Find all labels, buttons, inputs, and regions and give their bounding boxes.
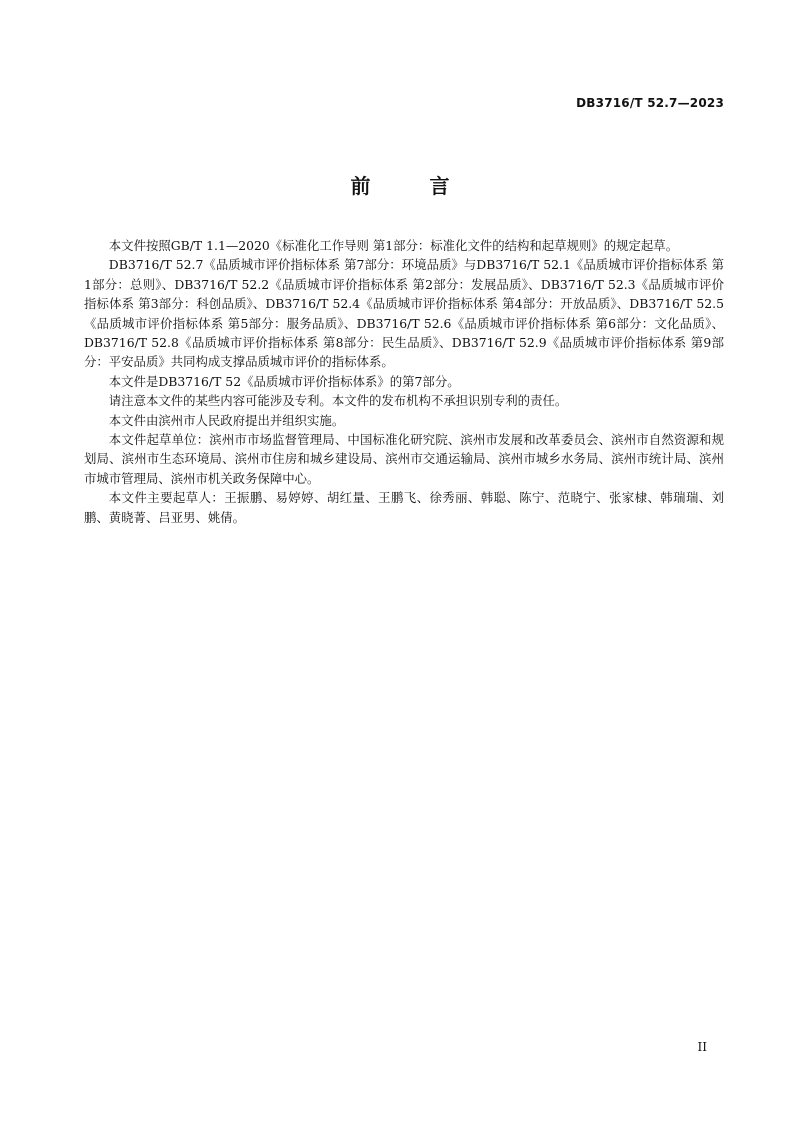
foreword-body <box>84 236 724 527</box>
document-code: DB3716/T 52.7—2023 <box>576 96 724 110</box>
page-number: II <box>697 1040 707 1054</box>
paragraph-drafting-units: 本文件起草单位：滨州市市场监督管理局、中国标准化研究院、滨州市发展和改革委员会、滨州市自然资源和规划局、滨州市生态环境局、滨州市住房和城乡建设局、滨州市交通运输局、滨州市城乡水务局、滨州市统计局、滨州市城市管理局、滨州市机关政务保障中心。 <box>84 432 724 486</box>
paragraph-proposer: 本文件由滨州市人民政府提出并组织实施。 <box>108 412 345 428</box>
paragraph-patent-notice: 请注意本文件的某些内容可能涉及专利。本文件的发布机构不承担识别专利的责任。 <box>108 393 568 409</box>
paragraph-drafters: 本文件主要起草人：王振鹏、易婷婷、胡红量、王鹏飞、徐秀丽、韩聪、陈宁、范晓宁、张家棣、韩瑞瑞、刘鹏、黄晓菁、吕亚男、姚倩。 <box>84 490 724 525</box>
paragraph-part-number: 本文件是DB3716/T 52《品质城市评价指标体系》的第7部分。 <box>108 373 460 389</box>
paragraph-series-relation: DB3716/T 52.7《品质城市评价指标体系 第7部分：环境品质》与DB3716/T 52.1《品质城市评价指标体系 第1部分：总则》、DB3716/T 52.2《品质城市评价指标体系 第2部分：发展品质》、DB3716/T 52.3《品质城市评价指标体系 第3部分：科创品质》、DB3716/T 52.4《品质城市评价指标体系 第4部分：开放品质》、DB3716/T 52.5《品质城市评价指标体系 第5部分：服务品质》、DB3716/T 52.6《品质城市评价指标体系 第6部分：文化品质》、DB3716/T 52.8《品质城市评价指标体系 第8部分：民生品质》、DB3716/T 52.9《品质城市评价指标体系 第9部分：平安品质》共同构成支撑品质城市评价的指标体系。 <box>84 257 724 370</box>
paragraph-drafting-rules: 本文件按照GB/T 1.1—2020《标准化工作导则 第1部分：标准化文件的结构和起草规则》的规定起草。 <box>108 238 679 253</box>
page-title: 前 言 <box>350 174 476 198</box>
